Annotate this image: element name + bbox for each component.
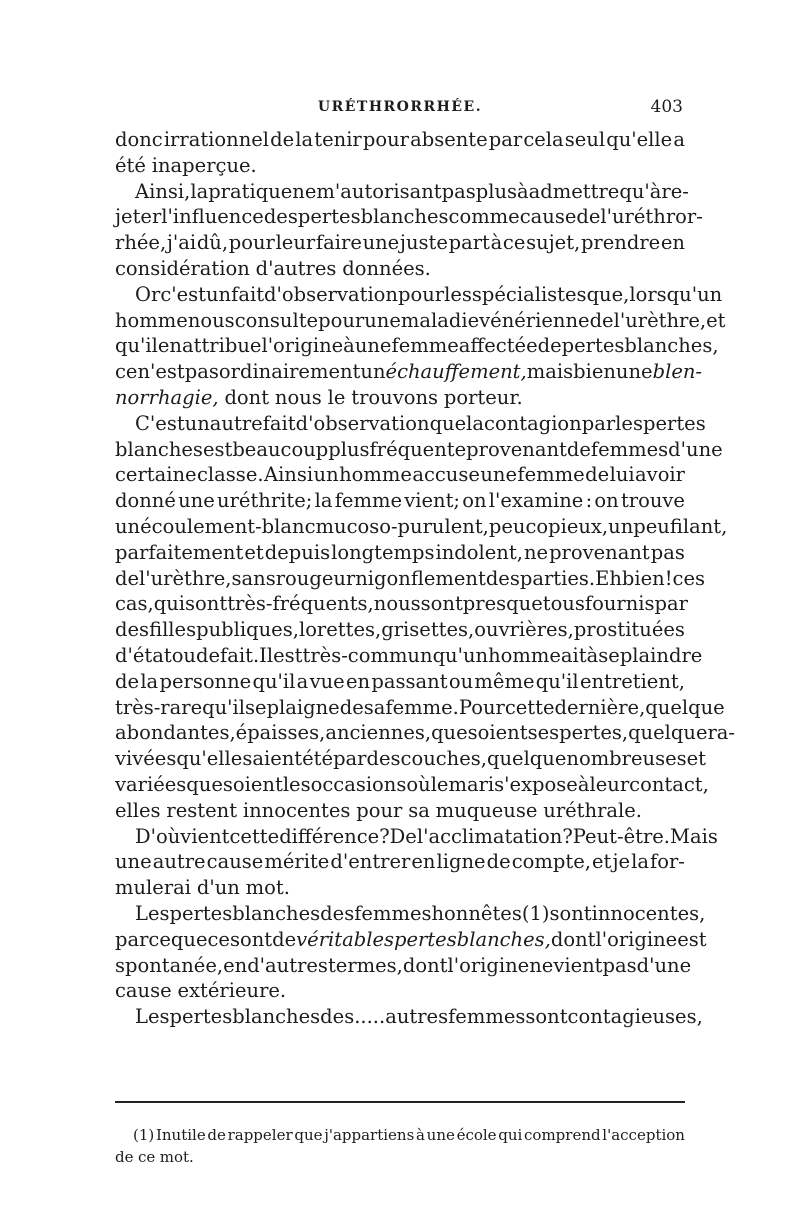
text-line: abondantes, épaisses, anciennes, que soient ses pertes, quelque ra- (115, 721, 736, 745)
text-line: D'où vient cette différence ? De l'acclimatation? Peut-être. Mais (135, 824, 718, 848)
text-line: donc irrationnel de la tenir pour absente par cela seul qu'elle a (115, 128, 685, 151)
footnote (115, 1124, 685, 1168)
text-line: des filles publiques, lorettes, grisettes, ouvrières, prostituées (115, 618, 685, 642)
text-line: variées que soient les occasions où le mari s'expose à leur contact, (115, 772, 709, 796)
running-head (115, 97, 685, 119)
page-number: 403 (650, 97, 683, 117)
text-line: mulerai d'un mot. (115, 876, 290, 900)
text-line: une autre cause mérite d'entrer en ligne de compte, et je la for- (115, 850, 685, 874)
text-line: homme nous consulte pour une maladie vénérienne de l'urèthre, et (115, 308, 726, 332)
body-text (115, 127, 736, 1030)
text-line: très-rare qu'il se plaigne de sa femme. Pour cette dernière, quelque (115, 695, 725, 719)
text-line: Les pertes blanches des..... autres femmes sont contagieuses, (135, 1005, 703, 1029)
text-line: blanches est beaucoup plus fréquente provenant de femmes d'une (115, 437, 723, 461)
text-line: Or c'est un fait d'observation pour les spécialistes que, lorsqu'un (135, 282, 723, 306)
text-line: été inaperçue. (115, 153, 257, 177)
footnote-rule (115, 1101, 685, 1103)
text-line: parce que ce sont de véritables pertes blanches, dont l'origine est (115, 927, 707, 951)
text-line: rhée, j'ai dû, pour leur faire une juste part à ce sujet, prendre en (115, 231, 685, 255)
text-line: Ainsi, la pratique ne m'autorisant pas plus à admettre qu'à re- (135, 179, 689, 203)
text-line: considération d'autres données. (115, 256, 431, 280)
text-line: de l'urèthre, sans rougeur ni gonflement des parties. Eh bien! ces (115, 566, 706, 590)
text-line: jeter l'influence des pertes blanches comme cause de l'uréthror- (115, 205, 703, 229)
text-line: norrhagie, dont nous le trouvons porteur. (115, 385, 523, 409)
text-line: d'état ou de fait. Il est très-commun qu'un homme ait à se plaindre (115, 643, 703, 667)
text-line: qu'il en attribue l'origine à une femme affectée de pertes blanches, (115, 334, 719, 358)
text-line: C'est un autre fait d'observation que la contagion par les pertes (135, 411, 706, 435)
text-line: spontanée, en d'autres termes, dont l'origine ne vient pas d'une (115, 953, 692, 977)
text-line: Les pertes blanches des femmes honnêtes (1) sont innocentes, (135, 901, 706, 925)
text-line: elles restent innocentes pour sa muqueuse uréthrale. (115, 798, 643, 822)
text-line: parfaitement et depuis longtemps indolent, ne provenant pas (115, 540, 685, 564)
text-line: donné une uréthrite; la femme vient; on l'examine : on trouve (115, 489, 685, 513)
text-line: cause extérieure. (115, 979, 287, 1003)
text-line: un écoulement-blanc mucoso-purulent, peu copieux, un peu filant, (115, 514, 728, 538)
text-line: cas, qui sont très-fréquents, nous sont presque tous fournis par (115, 592, 688, 616)
footnote-line: de ce mot. (115, 1148, 194, 1166)
text-line: vivées qu'elles aient été par des couches, quelque nombreuses et (115, 747, 707, 771)
text-line: ce n'est pas ordinairement un échauffement, mais bien une blen- (115, 360, 703, 384)
text-line: de la personne qu'il a vue en passant ou même qu'il entretient, (115, 669, 685, 693)
footnote-line: (1) Inutile de rappeler que j'appartiens à une école qui comprend l'acception (133, 1126, 685, 1144)
running-title: URÉTHRORRHÉE. (317, 99, 483, 115)
text-line: certaine classe. Ainsi un homme accuse une femme de lui avoir (115, 463, 685, 487)
